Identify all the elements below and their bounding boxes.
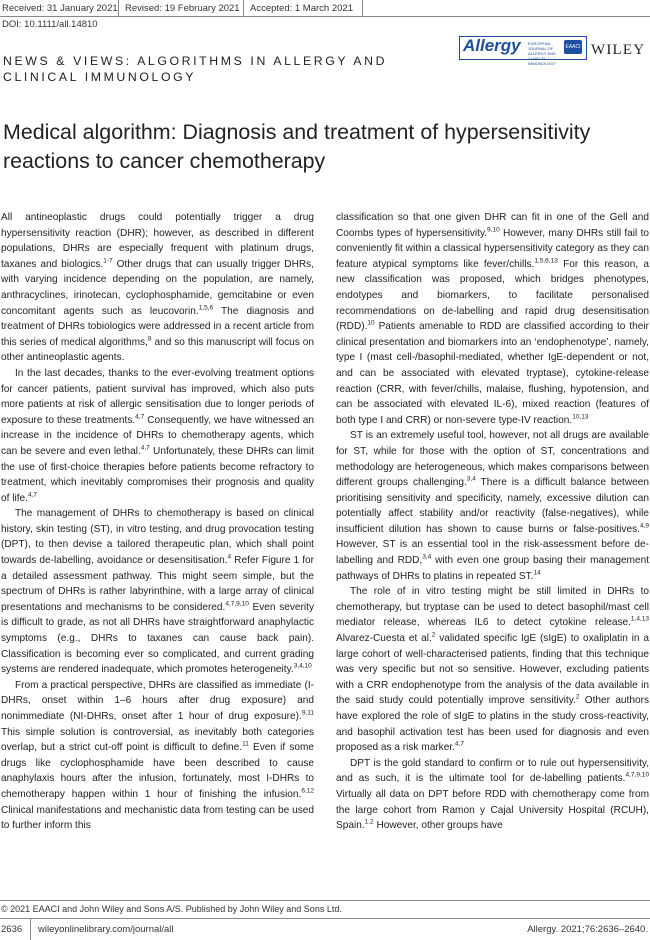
body-paragraph (336, 428, 649, 584)
paragraph-text: Virtually all data on DPT before RDD with chemotherapy come from the large cohort from Ramon y Cajal University Hospital (RCUH), Spain. (336, 788, 649, 832)
citation-ref[interactable]: 1,5,6,13 (534, 257, 558, 265)
paragraph-text: DPT is the gold standard to confirm or to rule out hypersensitivity, and as such, it is the ultimate tool for de-labelling patients. (336, 757, 649, 785)
paragraph-text: Other authors have explored the role of sIgE to platins in the study cross-reactivity, and basophil activation test has been used for diagnosis and even proposed as a risk marker. (336, 695, 649, 754)
paragraph-text: From a practical perspective, DHRs are classified as immediate (I-DHRs, onset within 1–6 hours after drug exposure) and nonimmediate (NI-DHRs, onset after 1 hour of drug exposure). (1, 679, 314, 722)
citation-ref[interactable]: 9,10 (487, 226, 500, 234)
body-paragraph (1, 506, 314, 678)
citation: Allergy. 2021;76:2636–2640. (527, 924, 648, 935)
paragraph-text: Even if some drugs like cyclophosphamide have been described to cause anaphylaxis hours after the infusion, fortunately, most I-DHRs to chemotherapy happen within 1 hour of finishing the infusion. (1, 742, 314, 800)
citation-ref[interactable]: 2 (575, 694, 580, 702)
citation-ref[interactable]: 8 (147, 335, 152, 343)
paragraph-text: There is a difficult balance between prioritising sensitivity and specificity, namely, excessive dilution can potentially affect stability and/or reactivity (false-negatives), while insufficient dilution has shown to cause burns or false-positives. (336, 477, 649, 535)
paragraph-text: This simple solution is controversial, as inevitably both categories overlap, but a strict cut-off point is difficult to define. (1, 726, 314, 754)
footer-rule (0, 918, 650, 919)
citation-ref[interactable]: 4,7 (135, 413, 145, 421)
received-date: Received: 31 January 2021 (2, 3, 118, 14)
body-column-left (1, 210, 314, 834)
divider (362, 0, 363, 16)
body-column-right (336, 210, 649, 834)
paragraph-text: All antineoplastic drugs could potentially trigger a drug hypersensitivity reaction (DHR); however, as described in different populations, DHRs are especially frequent with platinum drugs, taxanes and biologics. (1, 212, 314, 270)
citation-ref[interactable]: 4,7 (27, 491, 37, 499)
citation-ref[interactable]: 4 (227, 553, 232, 561)
article-title: Medical algorithm: Diagnosis and treatment of hypersensitivity reactions to cancer chemotherapy (3, 120, 591, 173)
body-paragraph (336, 756, 649, 834)
paragraph-text: Alvarez-Cuesta et al. (336, 633, 432, 645)
paragraph-text: The management of DHRs to chemotherapy is based on clinical history, skin testing (ST), in vitro testing, and drug provocation testing (DPT), to then devise a tailored therapeutic plan, which shall point towards de-labelling, avoidance or desensitisation. (1, 508, 314, 567)
citation-ref[interactable]: 4,7 (140, 444, 150, 452)
paragraph-text: However, ST is an essential tool in the risk-assessment before de-labelling and RDD, (336, 539, 649, 567)
citation-ref[interactable]: 9,11 (301, 709, 314, 717)
citation-ref[interactable]: 1,2 (364, 818, 374, 826)
paragraph-text: Even severity is difficult to grade, as not all DHRs have straightforward anaphylactic symptoms (e.g., DHRs to taxanes can cause back pain). Classification is becoming ever so complicated, and current grading systems are rendered inadequate, which promotes heterogeneity. (1, 601, 314, 676)
citation-ref[interactable]: 10 (367, 319, 375, 327)
body-paragraph (336, 584, 649, 756)
citation-ref[interactable]: 4,7,9,10 (625, 772, 649, 780)
citation-ref[interactable]: 3,4,10 (293, 662, 312, 670)
section-label: NEWS & VIEWS: ALGORITHMS IN ALLERGY AND CLINICAL IMMUNOLOGY (3, 54, 388, 84)
paragraph-text: Refer Figure 1 for a detailed assessment pathway. This might seem simple, but the spectrum of DHRs is rather labyrinthine, with a large array of clinical presentations and mechanisms to be considered. (1, 555, 314, 613)
publisher-logo[interactable]: WILEY (591, 42, 646, 58)
citation-ref[interactable]: 3,4 (466, 475, 476, 483)
citation-ref[interactable]: 4,7 (454, 740, 464, 748)
journal-logo[interactable] (459, 36, 587, 66)
paragraph-text: Patients amenable to RDD are classified according to their clinical presentation and biomarkers into an ‘endophenotype’, namely, type I (mast cell-/basophil-mediated, whether IgE-dependent or not, and can be associated with elevated tryptase), cytokine-release reaction (CRR, with fever/chills, malaise, flushing, hypotension, and can be associated with elevated IL-6), mixed reaction (features of both type I and CRR) or non-severe type-IV reaction. (336, 321, 649, 426)
paragraph-text: The diagnosis and treatment of DHRs tobiologics were addressed in a recent article from this series of medical algorithms, (1, 305, 314, 348)
paragraph-text: Consequently, we have witnessed an increase in the incidence of DHRs to chemotherapy agents, which can be severe and even lethal. (1, 414, 314, 457)
body-paragraph (336, 210, 649, 428)
citation-ref[interactable]: 14 (533, 569, 541, 577)
doi-link[interactable]: DOI: 10.1111/all.14810 (2, 19, 98, 30)
paragraph-text: In the last decades, thanks to the ever-evolving treatment options for cancer patients, patient survival has improved, which also puts more patients at risk of allergic sensitisation due to longer periods of exposure to these treatments. (1, 367, 314, 426)
footer-rule (0, 900, 650, 901)
paragraph-text: validated specific IgE (sIgE) to oxaliplatin in a large cohort of well-characterised patients, finding that this technique was very specific but not so sensitive. However, excluding patients with a CRR endophenotype from the analysis of the data available in the said study could potentially improve sensitivity. (336, 633, 649, 707)
page-number: 2636 (1, 924, 23, 935)
copyright-notice: © 2021 EAACI and John Wiley and Sons A/S. Published by John Wiley and Sons Ltd. (1, 904, 342, 914)
paragraph-text: with even one group basing their management pathways of DHRs to platins in repeated ST. (336, 555, 649, 582)
paragraph-text: However, many DHRs still fail to conveniently fit within a classical hypersensitivity category as they can feature atypical symptoms like fever/chills. (336, 227, 649, 270)
divider (243, 0, 244, 16)
body-paragraph (1, 366, 314, 506)
paragraph-text: Other drugs that can usually trigger DHRs, with varying incidence depending on the population, are namely, anthracyclines, irinotecan, cyclophosphamide, gemcitabine or even concomitant agents such as leucovorin. (1, 258, 314, 317)
revised-date: Revised: 19 February 2021 (125, 3, 240, 14)
citation-ref[interactable]: 10,13 (572, 413, 589, 421)
citation-ref[interactable]: 6,12 (301, 787, 314, 795)
divider (118, 0, 119, 16)
eaaci-logo-icon: EAACI (564, 40, 582, 54)
citation-ref[interactable]: 1,5,6 (198, 304, 214, 312)
paragraph-text: and so this manuscript will focus on other antineoplastic agents. (1, 336, 314, 364)
body-paragraph (1, 678, 314, 834)
accepted-date: Accepted: 1 March 2021 (250, 3, 353, 14)
paragraph-text: The role of in vitro testing might be still limited in DHRs to chemotherapy, but tryptase can be used to detect basophil/mast cell mediator release, whereas IL6 to detect cytokine release. (336, 586, 649, 629)
citation-ref[interactable]: 4,9 (639, 522, 649, 530)
divider (30, 919, 31, 940)
journal-logo-subtitle: EUROPEAN JOURNAL OF ALLERGY AND CLINICAL IMMUNOLOGY (528, 41, 556, 66)
paragraph-text: classification so that one given DHR can fit in one of the Gell and Coombs types of hypersensitivity. (336, 212, 649, 239)
citation-ref[interactable]: 1,4,13 (630, 616, 649, 624)
citation-ref[interactable]: 2 (431, 631, 436, 639)
journal-logo-word: Allergy (463, 36, 521, 55)
citation-ref[interactable]: 1-7 (103, 257, 113, 265)
paragraph-text: ST is an extremely useful tool, however, not all drugs are available for ST, while for those with the option of ST, concentrations and methodology are heterogeneous, which makes comparisons between different groups challenging. (336, 430, 649, 489)
article-history-bar (0, 0, 650, 16)
citation-ref[interactable]: 11 (242, 740, 249, 748)
citation-ref[interactable]: 4,7,9,10 (225, 600, 249, 608)
header-rule (0, 16, 650, 17)
paragraph-text: However, other groups have (373, 820, 503, 832)
paragraph-text: Unfortunately, these DHRs can limit the use of first-choice therapies before patients become refractory to treatment, which inevitably compromises their prognosis and quality of life. (1, 445, 314, 504)
journal-url-link[interactable]: wileyonlinelibrary.com/journal/all (38, 924, 174, 935)
citation-ref[interactable]: 3,4 (422, 553, 432, 561)
paragraph-text: For this reason, a new classification was proposed, which bridges phenotypes, endotypes and biomarkers, to facilitate personalised recommendations on de-labelling and rapid drug desensitisation (RDD). (336, 258, 649, 333)
paragraph-text: Clinical manifestations and mechanistic data from testing can be used to further inform this (1, 804, 314, 832)
body-paragraph (1, 210, 314, 366)
